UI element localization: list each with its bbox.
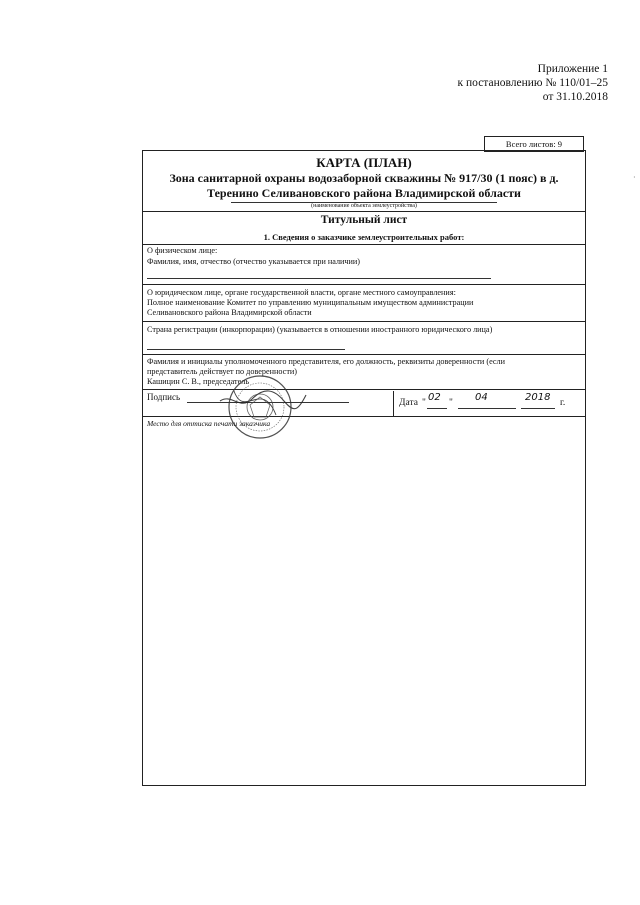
form-frame — [142, 150, 586, 786]
divider — [143, 416, 585, 417]
object-name-caption: (наименование объекта землеустройства) — [311, 203, 417, 209]
appendix-line-2: к постановлению № 110/01–25 — [457, 77, 608, 89]
divider — [143, 389, 585, 390]
date-day-underline — [427, 408, 447, 409]
representative-value: Кашицин С. В., председатель — [147, 377, 250, 386]
date-quote-close: " — [449, 398, 453, 408]
fio-label: Фамилия, имя, отчество (отчество указывается при наличии) — [147, 257, 361, 266]
object-name-line-1: Зона санитарной охраны водозаборной скважины № 917/30 (1 пояс) в д. — [169, 171, 559, 185]
title-sheet-heading: Титульный лист — [320, 214, 408, 226]
appendix-line-1: Приложение 1 — [537, 63, 608, 75]
signature-label: Подпись — [147, 392, 181, 402]
scan-speck: · — [633, 173, 636, 182]
date-month: 04 — [475, 392, 488, 403]
representative-label-line-2: представитель действует по доверенности) — [147, 367, 298, 376]
appendix-line-3: от 31.10.2018 — [542, 91, 608, 103]
divider — [143, 354, 585, 355]
date-quote-open: " — [422, 398, 426, 408]
signature-date-divider — [393, 391, 395, 416]
total-sheets-box: Всего листов: 9 — [484, 136, 584, 152]
date-day: 02 — [428, 392, 441, 403]
divider — [143, 244, 585, 245]
appendix-block — [458, 62, 608, 104]
legal-entity-name-line-2: Селивановского района Владимирской области — [147, 308, 312, 317]
divider — [143, 284, 585, 285]
divider — [143, 211, 585, 212]
date-year: 2018 — [525, 392, 551, 403]
date-label: Дата — [399, 398, 418, 408]
object-name-line-2: Теренино Селивановского района Владимирской области — [207, 186, 521, 200]
date-month-underline — [458, 408, 516, 409]
country-label: Страна регистрации (инкорпорации) (указывается в отношении иностранного юридического лица) — [147, 325, 493, 334]
official-seal — [214, 371, 310, 441]
legal-entity-name-line-1: Полное наименование Комитет по управлению муниципальным имуществом администрации — [147, 298, 474, 307]
divider — [143, 321, 585, 322]
document-title: КАРТА (ПЛАН) — [316, 155, 412, 170]
legal-entity-label: О юридическом лице, органе государственной власти, органе местного самоуправления: — [147, 288, 456, 297]
individual-label: О физическом лице: — [147, 246, 218, 255]
date-year-underline — [521, 408, 555, 409]
representative-label-line-1: Фамилия и инициалы уполномоченного представителя, его должность, реквизиты доверенности (если — [147, 357, 506, 366]
country-underline — [147, 349, 345, 350]
date-year-suffix: г. — [560, 398, 566, 408]
fio-underline — [147, 278, 491, 279]
stamp-place-label: Место для оттиска печати заказчика — [147, 419, 271, 428]
section-1-heading: 1. Сведения о заказчике землеустроительных работ: — [263, 232, 465, 242]
